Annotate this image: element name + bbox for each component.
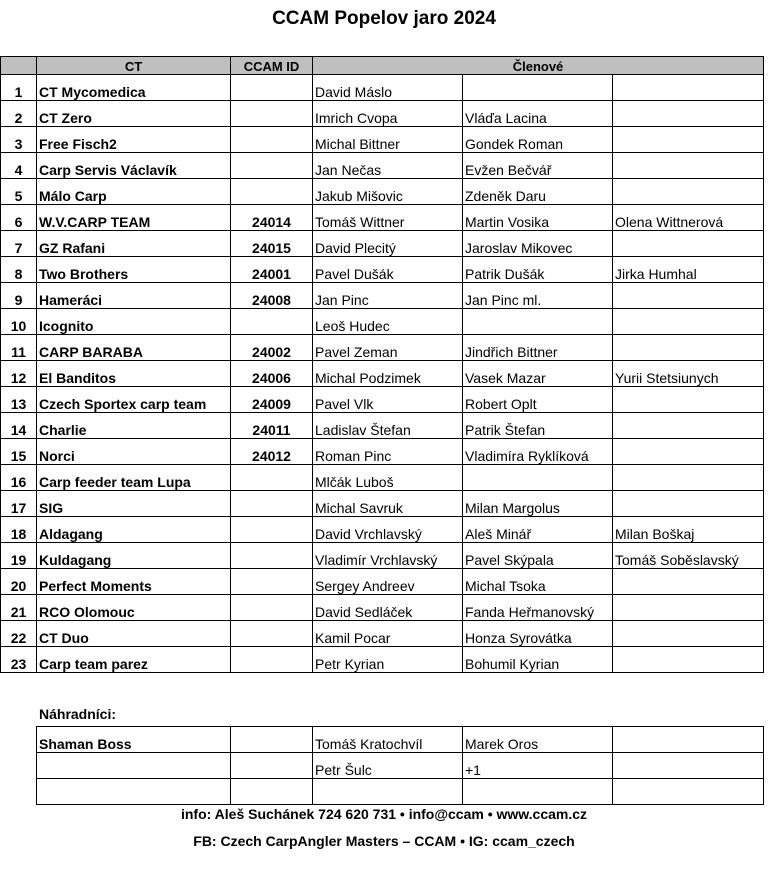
team-name: Carp team parez — [37, 647, 231, 673]
team-name: SIG — [37, 491, 231, 517]
member-1: Tomáš Kratochvíl — [313, 727, 463, 753]
member-1: Petr Šulc — [313, 753, 463, 779]
member-2: Milan Margolus — [463, 491, 613, 517]
team-name: Carp feeder team Lupa — [37, 465, 231, 491]
header-ccam-id: CCAM ID — [231, 57, 313, 75]
team-name: Hameráci — [37, 283, 231, 309]
member-1: David Máslo — [313, 75, 463, 101]
member-2: Marek Oros — [463, 727, 613, 753]
ccam-id — [231, 779, 313, 805]
row-number: 7 — [1, 231, 37, 257]
header-row — [1, 57, 764, 75]
member-3 — [613, 595, 764, 621]
member-2: Robert Oplt — [463, 387, 613, 413]
team-name: CARP BARABA — [37, 335, 231, 361]
member-2 — [463, 779, 613, 805]
team-name: Perfect Moments — [37, 569, 231, 595]
member-3: Olena Wittnerová — [613, 205, 764, 231]
table-row — [1, 335, 764, 361]
ccam-id: 24011 — [231, 413, 313, 439]
team-name — [37, 779, 231, 805]
member-2: Evžen Bečvář — [463, 153, 613, 179]
member-1: Roman Pinc — [313, 439, 463, 465]
table-row — [1, 257, 764, 283]
member-1: David Vrchlavský — [313, 517, 463, 543]
ccam-id — [231, 465, 313, 491]
member-2: Vladimíra Ryklíková — [463, 439, 613, 465]
substitute-row — [37, 779, 764, 805]
member-1: Petr Kyrian — [313, 647, 463, 673]
team-name: Kuldagang — [37, 543, 231, 569]
ccam-id — [231, 543, 313, 569]
row-number: 14 — [1, 413, 37, 439]
member-1: Michal Savruk — [313, 491, 463, 517]
team-name: Aldagang — [37, 517, 231, 543]
page-title: CCAM Popelov jaro 2024 — [272, 8, 496, 29]
ccam-id: 24008 — [231, 283, 313, 309]
member-2 — [463, 75, 613, 101]
member-1: Kamil Pocar — [313, 621, 463, 647]
table-row — [1, 283, 764, 309]
table-row — [1, 621, 764, 647]
member-2 — [463, 309, 613, 335]
member-2: Vláďa Lacina — [463, 101, 613, 127]
row-number: 19 — [1, 543, 37, 569]
team-name: Carp Servis Václavík — [37, 153, 231, 179]
footer-contact: info: Aleš Suchánek 724 620 731 • info@ccam • www.ccam.cz — [180, 806, 588, 822]
ccam-id: 24009 — [231, 387, 313, 413]
row-number: 20 — [1, 569, 37, 595]
row-number: 23 — [1, 647, 37, 673]
row-number: 9 — [1, 283, 37, 309]
ccam-id: 24001 — [231, 257, 313, 283]
ccam-id: 24014 — [231, 205, 313, 231]
table-row — [1, 179, 764, 205]
ccam-id — [231, 517, 313, 543]
row-number: 16 — [1, 465, 37, 491]
team-name: Czech Sportex carp team — [37, 387, 231, 413]
ccam-id — [231, 153, 313, 179]
ccam-id — [231, 309, 313, 335]
row-number: 13 — [1, 387, 37, 413]
ccam-id: 24006 — [231, 361, 313, 387]
member-3 — [613, 779, 764, 805]
team-name — [37, 753, 231, 779]
table-row — [1, 543, 764, 569]
member-3 — [613, 101, 764, 127]
substitute-row — [37, 727, 764, 753]
member-3 — [613, 153, 764, 179]
ccam-id — [231, 727, 313, 753]
member-1: Jan Nečas — [313, 153, 463, 179]
member-2: Gondek Roman — [463, 127, 613, 153]
member-2: Jindřich Bittner — [463, 335, 613, 361]
table-row — [1, 205, 764, 231]
ccam-id — [231, 647, 313, 673]
member-2: +1 — [463, 753, 613, 779]
table-row — [1, 101, 764, 127]
member-1: Jan Pinc — [313, 283, 463, 309]
table-row — [1, 387, 764, 413]
member-1: David Plecitý — [313, 231, 463, 257]
row-number: 11 — [1, 335, 37, 361]
team-name: Shaman Boss — [37, 727, 231, 753]
row-number: 8 — [1, 257, 37, 283]
ccam-id — [231, 569, 313, 595]
table-row — [1, 309, 764, 335]
row-number: 21 — [1, 595, 37, 621]
ccam-id: 24015 — [231, 231, 313, 257]
team-name: Norci — [37, 439, 231, 465]
row-number: 1 — [1, 75, 37, 101]
member-2: Jan Pinc ml. — [463, 283, 613, 309]
ccam-id: 24012 — [231, 439, 313, 465]
row-number: 17 — [1, 491, 37, 517]
team-name: W.V.CARP TEAM — [37, 205, 231, 231]
member-3: Tomáš Soběslavský — [613, 543, 764, 569]
member-2 — [463, 465, 613, 491]
ccam-id — [231, 753, 313, 779]
member-2: Zdeněk Daru — [463, 179, 613, 205]
member-1: Michal Bittner — [313, 127, 463, 153]
member-2: Martin Vosika — [463, 205, 613, 231]
table-row — [1, 569, 764, 595]
member-3: Milan Boškaj — [613, 517, 764, 543]
table-row — [1, 361, 764, 387]
member-2: Honza Syrovátka — [463, 621, 613, 647]
member-3 — [613, 179, 764, 205]
table-row — [1, 127, 764, 153]
member-3: Jirka Humhal — [613, 257, 764, 283]
member-2: Pavel Skýpala — [463, 543, 613, 569]
row-number: 12 — [1, 361, 37, 387]
member-1: Jakub Mišovic — [313, 179, 463, 205]
substitute-row — [37, 753, 764, 779]
table-row — [1, 517, 764, 543]
team-name: RCO Olomouc — [37, 595, 231, 621]
member-3 — [613, 75, 764, 101]
member-1: Vladimír Vrchlavský — [313, 543, 463, 569]
member-1: Mlčák Luboš — [313, 465, 463, 491]
member-3 — [613, 231, 764, 257]
table-row — [1, 595, 764, 621]
team-name: Two Brothers — [37, 257, 231, 283]
member-1: Michal Podzimek — [313, 361, 463, 387]
member-3 — [613, 439, 764, 465]
table-row — [1, 153, 764, 179]
row-number: 10 — [1, 309, 37, 335]
member-3 — [613, 727, 764, 753]
team-name: Icognito — [37, 309, 231, 335]
member-1: Ladislav Štefan — [313, 413, 463, 439]
ccam-id — [231, 75, 313, 101]
member-2: Fanda Heřmanovský — [463, 595, 613, 621]
member-2: Vasek Mazar — [463, 361, 613, 387]
table-row — [1, 75, 764, 101]
footer-social: FB: Czech CarpAngler Masters – CCAM • IG: ccam_czech — [193, 833, 575, 849]
row-number: 4 — [1, 153, 37, 179]
member-2: Patrik Dušák — [463, 257, 613, 283]
table-row — [1, 491, 764, 517]
member-3 — [613, 465, 764, 491]
team-name: El Banditos — [37, 361, 231, 387]
team-name: CT Zero — [37, 101, 231, 127]
team-name: Charlie — [37, 413, 231, 439]
table-row — [1, 439, 764, 465]
member-3 — [613, 621, 764, 647]
row-number: 5 — [1, 179, 37, 205]
header-ct: CT — [37, 57, 231, 75]
member-2: Michal Tsoka — [463, 569, 613, 595]
ccam-id — [231, 101, 313, 127]
member-3 — [613, 491, 764, 517]
member-3 — [613, 309, 764, 335]
team-name: CT Duo — [37, 621, 231, 647]
member-3: Yurii Stetsiunych — [613, 361, 764, 387]
teams-table — [0, 56, 764, 673]
substitutes-table — [36, 726, 764, 805]
header-num — [1, 57, 37, 75]
header-members: Členové — [313, 57, 764, 75]
row-number: 6 — [1, 205, 37, 231]
member-3 — [613, 413, 764, 439]
ccam-id — [231, 179, 313, 205]
team-name: Málo Carp — [37, 179, 231, 205]
table-row — [1, 465, 764, 491]
member-1: Sergey Andreev — [313, 569, 463, 595]
row-number: 18 — [1, 517, 37, 543]
member-1 — [313, 779, 463, 805]
table-row — [1, 231, 764, 257]
substitutes-label: Náhradníci: — [39, 706, 117, 722]
member-3 — [613, 569, 764, 595]
member-3 — [613, 283, 764, 309]
team-name: CT Mycomedica — [37, 75, 231, 101]
row-number: 2 — [1, 101, 37, 127]
ccam-id — [231, 621, 313, 647]
member-1: Tomáš Wittner — [313, 205, 463, 231]
ccam-id: 24002 — [231, 335, 313, 361]
member-2: Aleš Minář — [463, 517, 613, 543]
member-3 — [613, 387, 764, 413]
member-1: Pavel Dušák — [313, 257, 463, 283]
member-3 — [613, 127, 764, 153]
row-number: 3 — [1, 127, 37, 153]
member-1: Leoš Hudec — [313, 309, 463, 335]
member-1: David Sedláček — [313, 595, 463, 621]
member-2: Jaroslav Mikovec — [463, 231, 613, 257]
member-1: Imrich Cvopa — [313, 101, 463, 127]
team-name: GZ Rafani — [37, 231, 231, 257]
member-3 — [613, 647, 764, 673]
member-1: Pavel Vlk — [313, 387, 463, 413]
member-1: Pavel Zeman — [313, 335, 463, 361]
row-number: 22 — [1, 621, 37, 647]
table-row — [1, 647, 764, 673]
ccam-id — [231, 491, 313, 517]
member-3 — [613, 753, 764, 779]
table-row — [1, 413, 764, 439]
row-number: 15 — [1, 439, 37, 465]
team-name: Free Fisch2 — [37, 127, 231, 153]
ccam-id — [231, 127, 313, 153]
ccam-id — [231, 595, 313, 621]
member-2: Bohumil Kyrian — [463, 647, 613, 673]
member-3 — [613, 335, 764, 361]
member-2: Patrik Štefan — [463, 413, 613, 439]
